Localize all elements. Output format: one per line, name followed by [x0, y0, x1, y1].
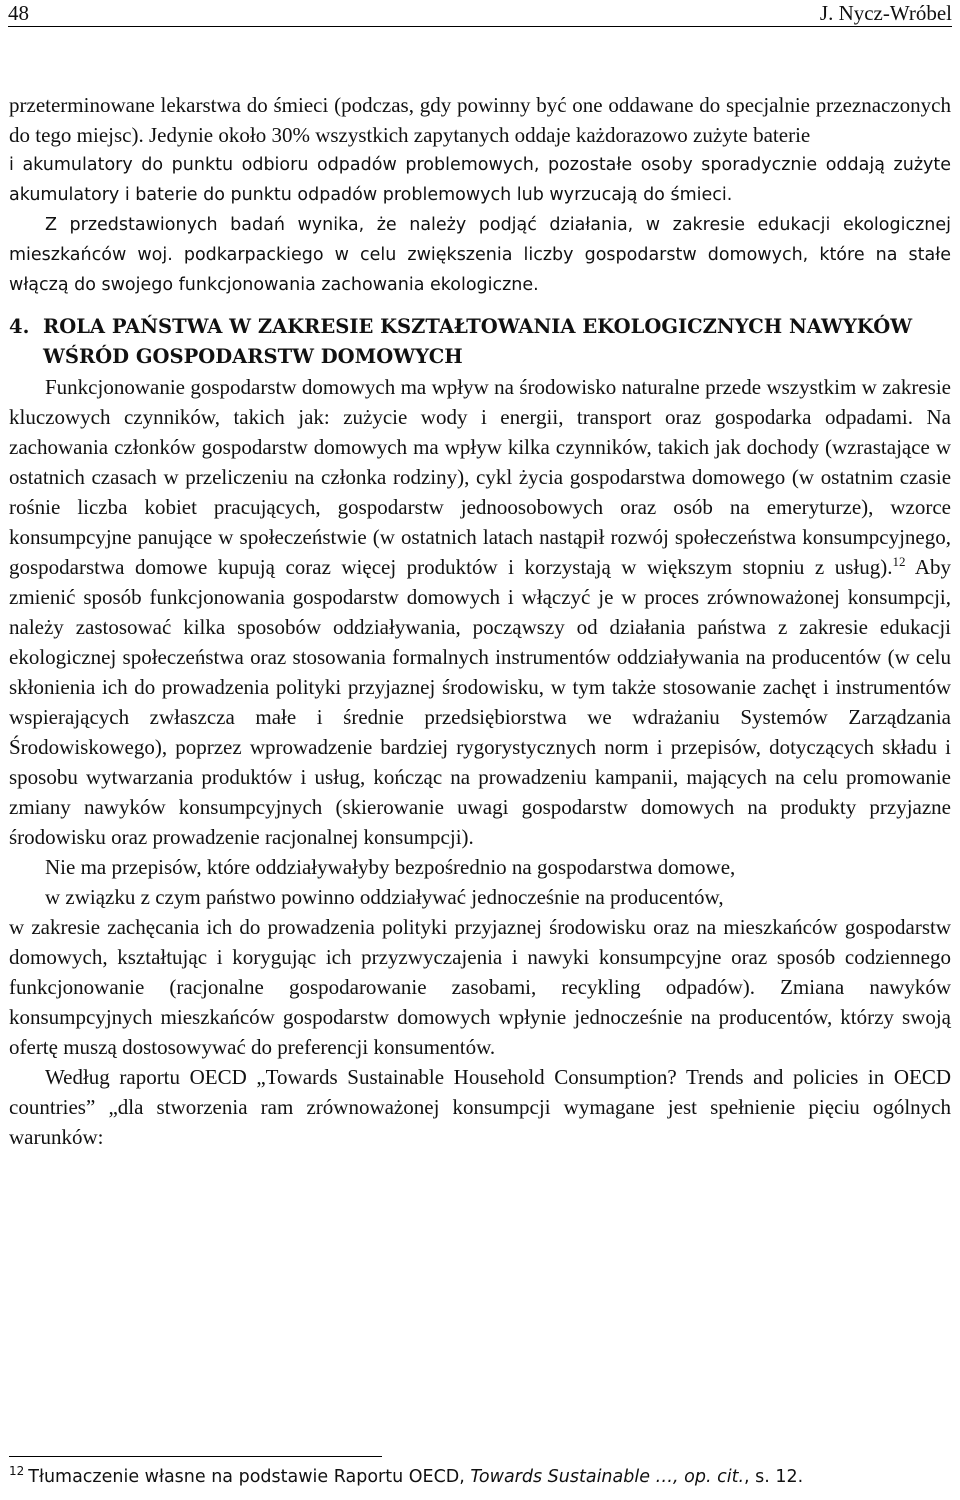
footnote-text-after: , s. 12.	[744, 1467, 804, 1487]
footnote-text-before: Tłumaczenie własne na podstawie Raportu OECD,	[28, 1467, 471, 1487]
paragraph-1	[9, 90, 951, 150]
footnote	[9, 1464, 951, 1490]
paragraph-4-line2: w związku z czym państwo powinno oddziaływać jednocześnie na producentów,	[45, 885, 724, 909]
paragraph-5	[9, 1062, 951, 1152]
footnote-reference[interactable]: 12	[892, 554, 906, 569]
paragraph-3	[9, 372, 951, 852]
section-heading	[9, 312, 951, 372]
paragraph-3-part2: w przeliczeniu na członka rodziny), cykl życia gospodarstwa domowego (w ostatnim czasie rośnie liczba kobiet pracujących, gospodarstw jednoosobowych oraz osób na emeryturze), wzorce konsumpcyjne panujące w społeczeństwie (w ostatnich latach nastąpił rozwój społeczeństwa konsumpcyjnego, gospodarstwa domowe kupują coraz więcej produktów i korzystają w większym stopniu z usług).	[9, 465, 952, 579]
footnote-title: Towards Sustainable …, op. cit.	[470, 1467, 745, 1487]
paragraph-4-part4: i nawyki konsumpcyjne oraz sposób codziennego funkcjonowanie (racjonalne gospodarowanie zasobami, recykling odpadów). Zmiana nawyków konsumpcyjnych mieszkańców gospodarstw domowych wpłynie jednocześnie na producentów, którzy swoją ofertę muszą dostosowywać do preferencji konsumentów.	[9, 945, 951, 1059]
paragraph-1-sans: i akumulatory do punktu odbioru odpadów problemowych, pozostałe osoby sporadycznie oddają zużyte akumulatory i baterie do punktu odpadów problemowych lub wyrzucają do śmieci.	[9, 155, 951, 205]
page-header	[8, 0, 952, 27]
page-body	[9, 90, 951, 1152]
paragraph-3-part1: Funkcjonowanie gospodarstw domowych ma wpływ na środowisko naturalne przede wszystkim w zakresie kluczowych czynników, takich jak: zużycie wody i energii, transport oraz gospodarka odpadami. Na zachowania członków gospodarstw domowych ma wpływ kilka czynników, takich jak dochody (wzrastające w ostatnich czasach	[9, 375, 951, 489]
paragraph-4-line1: Nie ma przepisów, które oddziaływałyby bezpośrednio na gospodarstwa domowe,	[45, 855, 736, 879]
running-header-author: J. Nycz-Wróbel	[819, 1, 952, 25]
section-number: 4.	[9, 315, 30, 338]
footnote-number: 12	[9, 1464, 25, 1479]
paragraph-4	[9, 852, 951, 1062]
paragraph-1-continued	[9, 150, 951, 210]
page-number: 48	[8, 1, 29, 25]
paragraph-2-text: Z przedstawionych badań wynika, że należy podjąć działania, w zakresie edukacji ekologicznej mieszkańców woj. podkarpackiego w celu zwiększenia liczby gospodarstw domowych, które na stałe włączą do swojego funkcjonowania zachowania ekologiczne.	[9, 215, 951, 295]
paragraph-5-text: Według raportu OECD „Towards Sustainable Household Consumption? Trends and policies in OECD countries” „dla stworzenia ram zrównoważonej konsumpcji wymagane jest spełnienie pięciu ogólnych warunków:	[9, 1065, 951, 1149]
paragraph-4-part3: w zakresie zachęcania ich do prowadzenia polityki przyjaznej środowisku oraz na mieszkańców gospodarstw domowych, kształtując i korygując ich przyzwyczajenia	[9, 915, 951, 969]
footnote-separator	[9, 1456, 382, 1457]
paragraph-2	[9, 210, 951, 300]
section-title: ROLA PAŃSTWA W ZAKRESIE KSZTAŁTOWANIA EKOLOGICZNYCH NAWYKÓW WŚRÓD GOSPODARSTW DOMOWYCH	[43, 315, 913, 368]
paragraph-3-part3: Aby zmienić sposób funkcjonowania gospodarstw domowych i włączyć je w proces zrównoważonej konsumpcji, należy zastosować kilka sposobów oddziaływania, począwszy od działania państwa z zakresie edukacji ekologicznej społeczeństwa oraz stosowania formalnych instrumentów oddziaływania na producentów (w celu skłonienia ich do prowadzenia polityki przyjaznej środowisku, w tym także stosowanie zachęt i instrumentów wspierających zwłaszcza małe i średnie przedsiębiorstwa we wdrażaniu Systemów Zarządzania Środowiskowego), poprzez wprowadzenie bardziej rygorystycznych norm i przepisów, dotyczących składu i sposobu wytwarzania produktów i usług, kończąc na prowadzeniu kampanii, mających na celu promowanie zmiany nawyków konsumpcyjnych (skierowanie uwagi gospodarstw domowych na produkty przyjazne środowisku oraz prowadzenie racjonalnej konsumpcji).	[9, 555, 952, 849]
paragraph-1-serif: przeterminowane lekarstwa do śmieci (podczas, gdy powinny być one oddawane do specjalnie przeznaczonych do tego miejsc). Jedynie około 30% wszystkich zapytanych oddaje każdorazowo zużyte baterie	[9, 93, 951, 147]
